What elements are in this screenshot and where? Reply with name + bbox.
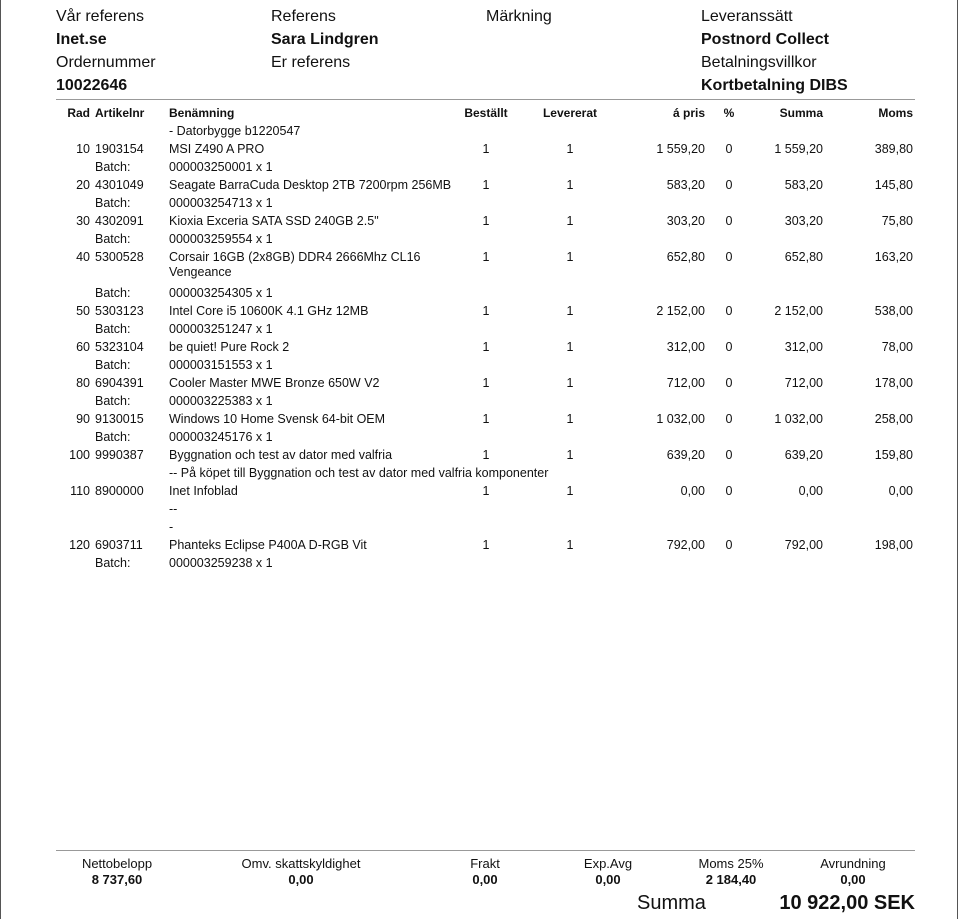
cell-line-sum: 312,00 (784, 340, 823, 354)
cell-description: -- (169, 502, 178, 516)
table-row (1, 158, 959, 176)
cell-discount: 0 (725, 484, 733, 498)
cell-discount: 0 (725, 178, 733, 192)
table-row (1, 428, 959, 446)
table-row (1, 464, 959, 482)
total-value: 10 922,00 SEK (779, 892, 915, 914)
cell-line-sum: 1 032,00 (774, 412, 823, 426)
cell-ordered-qty: 1 (482, 376, 490, 390)
cell-article-number: 5300528 (95, 250, 144, 264)
cell-article-number: Batch: (95, 430, 131, 444)
col-header-row-number: Rad (67, 106, 90, 120)
cell-article-number: Batch: (95, 358, 131, 372)
cell-row-number: 50 (76, 304, 90, 318)
cell-delivered-qty: 1 (566, 250, 574, 264)
cell-row-number: 100 (69, 448, 90, 462)
cell-article-number: 5323104 (95, 340, 144, 354)
cell-line-vat: 159,80 (874, 448, 913, 462)
cell-row-number: 20 (76, 178, 90, 192)
cell-unit-price: 792,00 (666, 538, 705, 552)
our-reference-label: Vår referens (56, 8, 145, 25)
cell-delivered-qty: 1 (566, 484, 574, 498)
table-body (1, 122, 959, 572)
cell-description: 000003225383 x 1 (169, 394, 273, 408)
cell-row-number: 120 (69, 538, 90, 552)
header-divider (56, 99, 915, 100)
footer-handling-fee (568, 856, 648, 888)
cell-description: 000003259554 x 1 (169, 232, 273, 246)
table-row (1, 140, 959, 158)
cell-ordered-qty: 1 (482, 538, 490, 552)
payment-terms-label: Betalningsvillkor (701, 54, 817, 71)
col-header-unit-price: á pris (672, 106, 705, 120)
cell-description: Byggnation och test av dator med valfria (169, 448, 393, 462)
footer-rounding (798, 856, 908, 888)
col-header-sum: Summa (779, 106, 823, 120)
col-header-discount: % (723, 106, 735, 120)
vat-label: Moms 25% (698, 856, 764, 871)
cell-ordered-qty: 1 (482, 304, 490, 318)
cell-description: -- På köpet till Byggnation och test av dator med valfria komponenter (169, 466, 549, 480)
cell-article-number: Batch: (95, 196, 131, 210)
delivery-method-value: Postnord Collect (701, 31, 830, 48)
cell-line-vat: 0,00 (888, 484, 913, 498)
table-row (1, 302, 959, 320)
table-header-row (1, 104, 959, 122)
shipping-label: Frakt (470, 856, 500, 871)
cell-line-sum: 639,20 (784, 448, 823, 462)
cell-delivered-qty: 1 (566, 304, 574, 318)
header-col-reference (271, 5, 379, 74)
handling-fee-value: 0,00 (595, 872, 621, 887)
cell-row-number: 30 (76, 214, 90, 228)
cell-delivered-qty: 1 (566, 214, 574, 228)
cell-unit-price: 312,00 (666, 340, 705, 354)
cell-discount: 0 (725, 214, 733, 228)
cell-unit-price: 0,00 (680, 484, 705, 498)
cell-line-sum: 583,20 (784, 178, 823, 192)
cell-description: - Datorbygge b1220547 (169, 124, 301, 138)
cell-article-number: Batch: (95, 160, 131, 174)
shipping-value: 0,00 (472, 872, 498, 887)
order-lines-table (1, 104, 959, 572)
cell-article-number: Batch: (95, 286, 131, 300)
cell-line-sum: 652,80 (784, 250, 823, 264)
cell-description: Kioxia Exceria SATA SSD 240GB 2.5" (169, 214, 379, 228)
cell-article-number: 8900000 (95, 484, 144, 498)
our-reference-value: Inet.se (56, 31, 107, 48)
net-amount-label: Nettobelopp (81, 856, 153, 871)
cell-article-number: 6904391 (95, 376, 144, 390)
table-row (1, 284, 959, 302)
cell-description: be quiet! Pure Rock 2 (169, 340, 290, 354)
table-row (1, 356, 959, 374)
table-row (1, 446, 959, 464)
order-number-label: Ordernummer (56, 54, 156, 71)
cell-line-vat: 389,80 (874, 142, 913, 156)
cell-delivered-qty: 1 (566, 448, 574, 462)
cell-discount: 0 (725, 304, 733, 318)
cell-description: Cooler Master MWE Bronze 650W V2 (169, 376, 380, 390)
cell-discount: 0 (725, 340, 733, 354)
cell-ordered-qty: 1 (482, 178, 490, 192)
table-row (1, 410, 959, 428)
cell-delivered-qty: 1 (566, 178, 574, 192)
cell-line-sum: 0,00 (798, 484, 823, 498)
cell-article-number: 9990387 (95, 448, 144, 462)
table-row (1, 212, 959, 230)
cell-line-vat: 538,00 (874, 304, 913, 318)
net-amount-value: 8 737,60 (91, 872, 143, 887)
cell-unit-price: 652,80 (666, 250, 705, 264)
table-row (1, 194, 959, 212)
col-header-ordered: Beställt (464, 106, 508, 120)
table-row (1, 554, 959, 572)
table-row (1, 320, 959, 338)
cell-row-number: 40 (76, 250, 90, 264)
cell-delivered-qty: 1 (566, 340, 574, 354)
table-row (1, 392, 959, 410)
cell-article-number: Batch: (95, 394, 131, 408)
cell-unit-price: 639,20 (666, 448, 705, 462)
cell-article-number: Batch: (95, 556, 131, 570)
table-row (1, 536, 959, 554)
reverse-charge-value: 0,00 (288, 872, 314, 887)
cell-article-number: 4301049 (95, 178, 144, 192)
cell-line-vat: 198,00 (874, 538, 913, 552)
table-row (1, 500, 959, 518)
col-header-article-number: Artikelnr (95, 106, 145, 120)
reverse-charge-label: Omv. skattskyldighet (241, 856, 361, 871)
table-row (1, 482, 959, 500)
cell-description: 000003151553 x 1 (169, 358, 273, 372)
cell-unit-price: 1 032,00 (656, 412, 705, 426)
footer-vat (681, 856, 781, 888)
cell-row-number: 80 (76, 376, 90, 390)
table-row (1, 338, 959, 356)
table-row (1, 374, 959, 392)
header-col-our-reference (56, 5, 156, 97)
cell-description: Windows 10 Home Svensk 64-bit OEM (169, 412, 386, 426)
cell-description: 000003259238 x 1 (169, 556, 273, 570)
cell-description: Corsair 16GB (2x8GB) DDR4 2666Mhz CL16 Vengeance (169, 250, 421, 279)
footer-shipping (445, 856, 525, 888)
marking-label: Märkning (486, 8, 552, 25)
cell-line-vat: 258,00 (874, 412, 913, 426)
cell-description: Intel Core i5 10600K 4.1 GHz 12MB (169, 304, 369, 318)
cell-ordered-qty: 1 (482, 214, 490, 228)
rounding-value: 0,00 (840, 872, 866, 887)
header-col-marking (486, 5, 552, 28)
cell-ordered-qty: 1 (482, 448, 490, 462)
cell-description: Seagate BarraCuda Desktop 2TB 7200rpm 256MB (169, 178, 452, 192)
cell-description: 000003254713 x 1 (169, 196, 273, 210)
cell-description: Inet Infoblad (169, 484, 238, 498)
cell-discount: 0 (725, 142, 733, 156)
reference-label: Referens (271, 8, 336, 25)
cell-unit-price: 712,00 (666, 376, 705, 390)
cell-unit-price: 1 559,20 (656, 142, 705, 156)
cell-row-number: 10 (76, 142, 90, 156)
cell-unit-price: 303,20 (666, 214, 705, 228)
handling-fee-label: Exp.Avg (583, 856, 633, 871)
cell-row-number: 60 (76, 340, 90, 354)
cell-ordered-qty: 1 (482, 412, 490, 426)
cell-article-number: 5303123 (95, 304, 144, 318)
cell-line-sum: 2 152,00 (774, 304, 823, 318)
cell-delivered-qty: 1 (566, 538, 574, 552)
col-header-delivered: Levererat (542, 106, 598, 120)
cell-description: Phanteks Eclipse P400A D-RGB Vit (169, 538, 367, 552)
cell-delivered-qty: 1 (566, 142, 574, 156)
total-label: Summa (637, 892, 706, 914)
cell-line-vat: 178,00 (874, 376, 913, 390)
cell-article-number: 4302091 (95, 214, 144, 228)
cell-line-sum: 303,20 (784, 214, 823, 228)
cell-article-number: 9130015 (95, 412, 144, 426)
cell-description: 000003254305 x 1 (169, 286, 273, 300)
cell-row-number: 110 (70, 484, 90, 498)
cell-line-sum: 792,00 (784, 538, 823, 552)
cell-ordered-qty: 1 (482, 484, 490, 498)
cell-description: 000003245176 x 1 (169, 430, 273, 444)
cell-description: 000003251247 x 1 (169, 322, 273, 336)
cell-line-vat: 163,20 (874, 250, 913, 264)
cell-unit-price: 583,20 (666, 178, 705, 192)
order-number-value: 10022646 (56, 77, 128, 94)
cell-discount: 0 (725, 250, 733, 264)
reference-value: Sara Lindgren (271, 31, 379, 48)
cell-article-number: Batch: (95, 322, 131, 336)
col-header-description: Benämning (169, 106, 235, 120)
cell-description: - (169, 520, 174, 534)
table-row (1, 122, 959, 140)
payment-terms-value: Kortbetalning DIBS (701, 77, 848, 94)
cell-ordered-qty: 1 (482, 340, 490, 354)
your-reference-label: Er referens (271, 54, 351, 71)
footer-reverse-charge (226, 856, 376, 888)
col-header-vat: Moms (878, 106, 913, 120)
cell-discount: 0 (725, 448, 733, 462)
table-row (1, 230, 959, 248)
table-row (1, 176, 959, 194)
header-col-delivery (701, 5, 848, 97)
cell-delivered-qty: 1 (566, 376, 574, 390)
rounding-label: Avrundning (820, 856, 886, 871)
footer-net-amount (57, 856, 177, 888)
cell-ordered-qty: 1 (482, 250, 490, 264)
vat-value: 2 184,40 (705, 872, 757, 887)
table-row (1, 248, 959, 284)
cell-article-number: 1903154 (95, 142, 144, 156)
delivery-method-label: Leveranssätt (701, 8, 793, 25)
cell-delivered-qty: 1 (566, 412, 574, 426)
cell-ordered-qty: 1 (482, 142, 490, 156)
cell-line-sum: 712,00 (784, 376, 823, 390)
cell-unit-price: 2 152,00 (656, 304, 705, 318)
cell-discount: 0 (725, 376, 733, 390)
cell-row-number: 90 (76, 412, 90, 426)
cell-discount: 0 (725, 412, 733, 426)
cell-discount: 0 (725, 538, 733, 552)
cell-article-number: 6903711 (95, 538, 143, 552)
cell-line-vat: 78,00 (881, 340, 913, 354)
cell-line-sum: 1 559,20 (774, 142, 823, 156)
footer-divider (56, 850, 915, 851)
cell-description: 000003250001 x 1 (169, 160, 273, 174)
cell-description: MSI Z490 A PRO (169, 142, 265, 156)
cell-line-vat: 75,80 (881, 214, 913, 228)
table-row (1, 518, 959, 536)
cell-article-number: Batch: (95, 232, 131, 246)
cell-line-vat: 145,80 (874, 178, 913, 192)
